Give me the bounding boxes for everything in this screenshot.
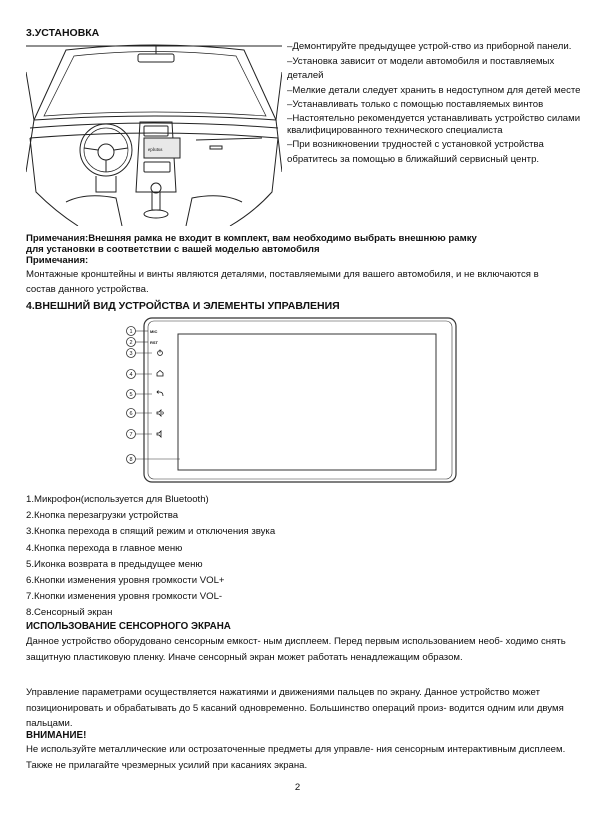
list-item: 7.Кнопки изменения уровня громкости VOL- [26, 591, 223, 603]
volume-down-icon [157, 431, 161, 437]
section-4-title: 4.ВНЕШНИЙ ВИД УСТРОЙСТВА И ЭЛЕМЕНТЫ УПРАВЛЕНИЯ [26, 300, 340, 312]
list-item: 8.Сенсорный экран [26, 607, 113, 619]
list-item: 3.Кнопка перехода в спящий режим и отключения звука [26, 526, 276, 538]
note-bold-line-1: Примечания:Внешняя рамка не входит в комплект, вам необходимо выбрать внешнюю рамку [26, 233, 477, 244]
mic-label: MIC [150, 329, 158, 334]
note-bold-line-2: для установки в соответствии с вашей моделью автомобиля [26, 244, 320, 255]
callout-7: 7 [129, 432, 133, 438]
volume-up-icon [157, 410, 163, 416]
rst-label: RST [150, 340, 158, 345]
page-number: 2 [294, 782, 301, 793]
car-interior-illustration [26, 42, 282, 226]
note-text: Монтажные кронштейны и винты являются деталями, поставляемыми для вашего автомобиля, и не включаются в состав данного устройства. [26, 269, 539, 295]
callout-2: 2 [129, 340, 133, 346]
brand-label: eplutus [148, 148, 163, 153]
instruction-item: –Демонтируйте предыдущее устрой-ство из приборной панели. [287, 41, 572, 52]
home-icon [157, 371, 163, 377]
touch-heading: ИСПОЛЬЗОВАНИЕ СЕНСОРНОГО ЭКРАНА [26, 621, 231, 632]
callout-4: 4 [129, 372, 133, 378]
controls-list [26, 492, 566, 622]
instruction-item: –Установка зависит от модели автомобиля и поставляемых деталей [287, 55, 555, 82]
touch-paragraph-1: Данное устройство оборудовано сенсорным емкост- ным дисплеем. Перед первым использованием необ- ходимо снять защитную пластиковую пленку. Иначе сенсорный экран может работать ненадлежащим образом. [26, 636, 566, 663]
callout-6: 6 [129, 411, 133, 417]
list-item: 4.Кнопка перехода в главное меню [26, 542, 183, 554]
callout-1: 1 [129, 329, 133, 335]
instruction-item: –При возникновении трудностей с установкой устройства обратитесь за помощью в ближайший сервисный центр. [287, 138, 544, 165]
list-item: 6.Кнопки изменения уровня громкости VOL+ [26, 575, 225, 587]
note-heading: Примечания: [26, 255, 89, 266]
instruction-item: –Устанавливать только с помощью поставляемых винтов [287, 99, 544, 111]
device-diagram [120, 316, 460, 484]
touch-screen [178, 334, 436, 470]
list-item: 1.Микрофон(используется для Bluetooth) [26, 494, 209, 505]
installation-instructions [287, 40, 587, 167]
warning-text: Не используйте металлические или острозаточенные предметы для управле- ния сенсорным интерактивным дисплеем. Также не прилагайте чрезмерных усилий при касаниях экрана. [26, 744, 566, 771]
instruction-item: –Мелкие детали следует хранить в недоступном для детей месте [287, 84, 581, 96]
instruction-item: –Настоятельно рекомендуется устанавливать устройство силами квалифицированного технического специалиста [287, 112, 581, 137]
back-icon [157, 391, 163, 397]
touch-paragraph-2: Управление параметрами осуществляется нажатиями и движениями пальцев по экрану. Данное устройство может позиционировать и обрабатывать до 5 касаний одновременно. Большинство операций произ- водится одним или двумя пальцами. [26, 687, 564, 730]
callout-3: 3 [129, 351, 133, 357]
warning-heading: ВНИМАНИЕ! [26, 730, 87, 741]
callout-5: 5 [129, 392, 133, 398]
section-3-title: 3.УСТАНОВКА [26, 27, 100, 39]
list-item: 2.Кнопка перезагрузки устройства [26, 510, 179, 522]
list-item: 5.Иконка возврата в предыдущее меню [26, 558, 203, 570]
callout-8: 8 [129, 457, 133, 463]
